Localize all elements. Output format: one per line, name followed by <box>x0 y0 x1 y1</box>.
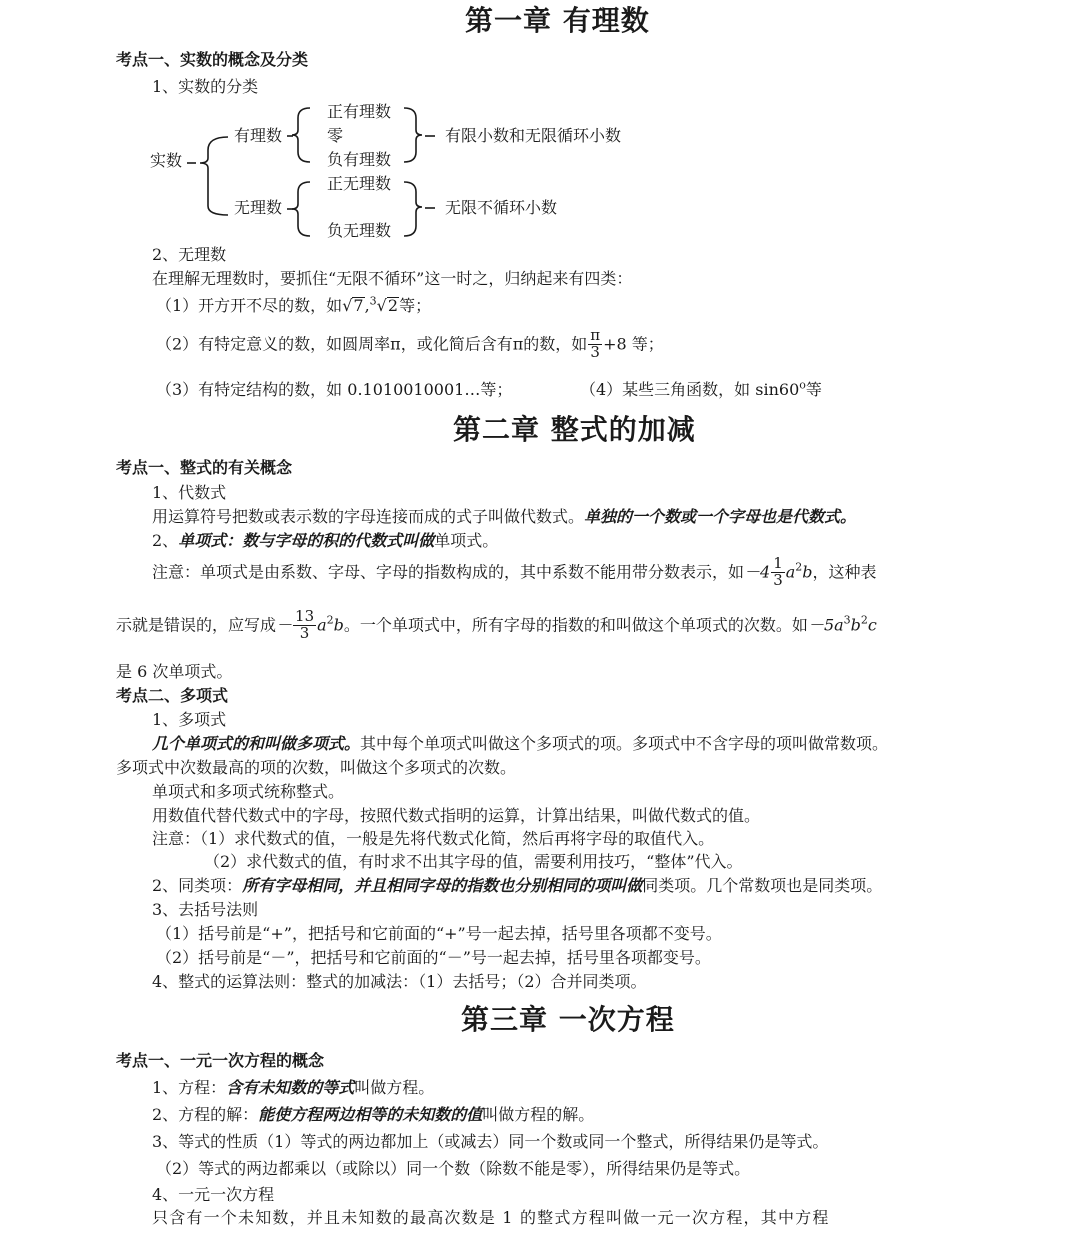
expression-value-note-1: 注意：（1）求代数式的值，一般是先将代数式化简，然后再将字母的取值代入。 <box>152 829 715 848</box>
bracket-rule-heading: 3、去括号法则 <box>152 900 259 919</box>
chapter-2-point-1-heading: 考点一、整式的有关概念 <box>116 458 293 477</box>
algebraic-expression-definition: 用运算符号把数或表示数的字母连接而成的式子叫做代数式。单独的一个数或一个字母也是代数式。 <box>152 507 857 526</box>
tree-root-real-numbers: 实数 <box>150 151 183 170</box>
monomial-note-line-2: 示就是错误的，应写成－ $\frac{13}{3}$ $a^2b$。一个单项式中，所有字母的指数的和叫做这个单项式的次数。如$-5a^3b^2c$ <box>116 607 877 642</box>
chapter-3-title: 第三章 一次方程 <box>461 1003 675 1036</box>
monomial-definition: 2、单项式：数与字母的积的代数式叫做单项式。 <box>152 531 499 550</box>
tree-irrational-note: 无限不循环小数 <box>445 198 558 217</box>
irrational-type-1: （1）开方开不尽的数，如√7,$^3$√2等； <box>156 294 432 315</box>
tree-rational-numbers: 有理数 <box>234 126 283 145</box>
tree-rational-note: 有限小数和无限循环小数 <box>445 126 622 145</box>
irrational-type-1-text: （1）开方开不尽的数，如 <box>156 296 343 315</box>
tree-positive-rational: 正有理数 <box>327 102 392 121</box>
integral-expression-definition: 单项式和多项式统称整式。 <box>152 782 345 801</box>
chapter-2-point-2-heading: 考点二、多项式 <box>116 686 229 705</box>
expression-value-definition: 用数值代替代数式中的字母，按照代数式指明的运算，计算出结果，叫做代数式的值。 <box>152 806 761 825</box>
equation-solution-definition: 2、方程的解：能使方程两边相等的未知数的值叫做方程的解。 <box>152 1105 595 1124</box>
monomial-note-line-1: 注意：单项式是由系数、字母、字母的指数构成的，其中系数不能用带分数表示，如－4 $\frac{1}{3}$ $a^2b$，这种表 <box>152 554 877 589</box>
irrational-type-4: （4）某些三角函数，如 sin60$^o$等 <box>580 378 822 399</box>
section-real-number-classification: 1、实数的分类 <box>152 77 259 96</box>
pi-over-3-fraction: $\frac{\pi}{3}$ <box>590 326 601 361</box>
sqrt-7: √7 <box>342 296 364 315</box>
equality-property-2: （2）等式的两边都乘以（或除以）同一个数（除数不能是零），所得结果仍是等式。 <box>156 1159 751 1178</box>
improper-fraction-example: $\frac{13}{3}$ <box>295 607 315 642</box>
tree-negative-irrational: 负无理数 <box>327 221 392 240</box>
linear-equation-definition: 只含有一个未知数，并且未知数的最高次数是 1 的整式方程叫做一元一次方程，其中方程 <box>152 1208 830 1227</box>
irrational-type-2: （2）有特定意义的数，如圆周率π，或化简后含有π的数，如 $\frac{\pi}{3}$ +8 等； <box>156 326 664 361</box>
polynomial-degree: 多项式中次数最高的项的次数，叫做这个多项式的次数。 <box>116 758 517 777</box>
section-algebraic-expression: 1、代数式 <box>152 483 227 502</box>
irrational-intro: 在理解无理数时，要抓住“无限不循环”这一时之，归纳起来有四类： <box>152 269 633 288</box>
equality-property-1: 3、等式的性质（1）等式的两边都加上（或减去）同一个数或同一个整式，所得结果仍是等式。 <box>152 1132 829 1151</box>
cbrt-2: $^3$√2 <box>369 294 399 315</box>
tree-negative-rational: 负有理数 <box>327 150 392 169</box>
bracket-rule-plus: （1）括号前是“+”，把括号和它前面的“+”号一起去掉，括号里各项都不变号。 <box>156 924 722 943</box>
monomial-note-line-3: 是 6 次单项式。 <box>116 662 233 681</box>
tree-irrational-numbers: 无理数 <box>234 198 283 217</box>
tree-positive-irrational: 正无理数 <box>327 174 392 193</box>
equation-definition: 1、方程：含有未知数的等式叫做方程。 <box>152 1078 435 1097</box>
expression-value-note-2: （2）求代数式的值，有时求不出其字母的值，需要利用技巧，“整体”代入。 <box>204 852 743 871</box>
tree-zero: 零 <box>327 126 344 145</box>
chapter-1-point-1-heading: 考点一、实数的概念及分类 <box>116 50 309 69</box>
irrational-type-3: （3）有特定结构的数，如 0.1010010001…等； <box>156 380 513 399</box>
mixed-fraction-example: $\frac{1}{3}$ <box>773 554 783 589</box>
bracket-rule-minus: （2）括号前是“－”，把括号和它前面的“－”号一起去掉，括号里各项都变号。 <box>156 948 711 967</box>
chapter-3-point-1-heading: 考点一、一元一次方程的概念 <box>116 1051 325 1070</box>
section-irrational-numbers: 2、无理数 <box>152 245 227 264</box>
like-terms-definition: 2、同类项：所有字母相同，并且相同字母的指数也分别相同的项叫做同类项。几个常数项也是同类项。 <box>152 876 883 895</box>
chapter-2-title: 第二章 整式的加减 <box>453 413 696 446</box>
integral-operation-rules: 4、整式的运算法则：整式的加减法：（1）去括号；（2）合并同类项。 <box>152 972 647 991</box>
linear-equation-heading: 4、一元一次方程 <box>152 1185 275 1204</box>
section-polynomial: 1、多项式 <box>152 710 227 729</box>
polynomial-definition: 几个单项式的和叫做多项式。其中每个单项式叫做这个多项式的项。多项式中不含字母的项叫做常数项。 <box>152 734 889 753</box>
chapter-1-title: 第一章 有理数 <box>465 4 650 37</box>
